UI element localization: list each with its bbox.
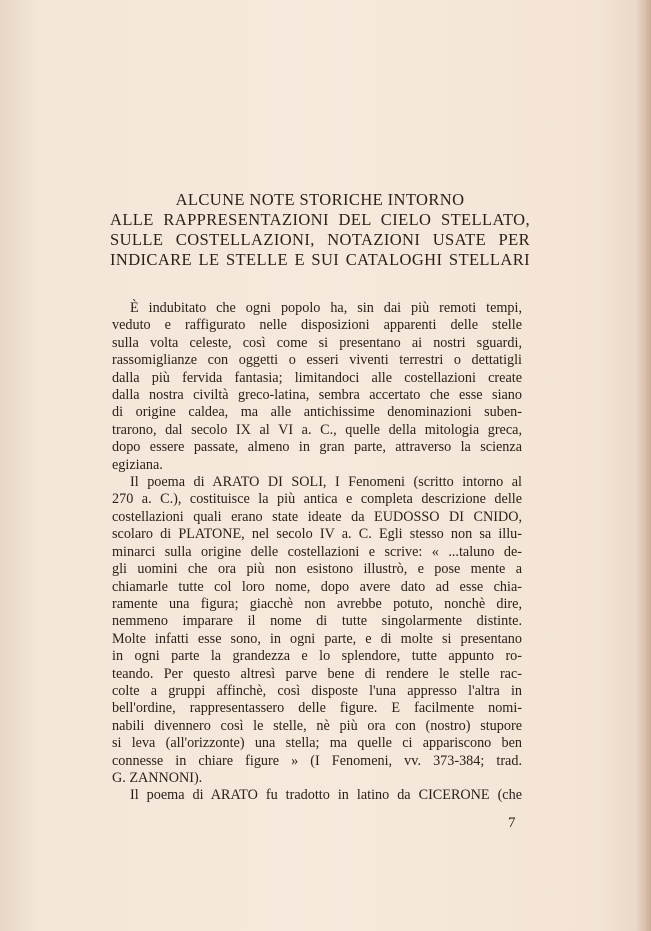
body-line: colte a gruppi affinchè, così disposte l'una appresso l'altra in — [112, 682, 522, 699]
body-line: bell'ordine, rappresentassero delle figure. E facilmente nomi- — [112, 700, 522, 717]
title-line-2: ALLE RAPPRESENTAZIONI DEL CIELO STELLATO, — [110, 210, 530, 229]
title-line-4: INDICARE LE STELLE E SUI CATALOGHI STELLARI — [110, 250, 530, 269]
body-line: ramente una figura; giacchè non avrebbe potuto, nonchè dire, — [112, 595, 522, 612]
body-line: dalla nostra civiltà greco-latina, sembra accertato che esse siano — [112, 387, 522, 404]
body-line: trarono, dal secolo IX al VI a. C., quelle della mitologia greca, — [112, 421, 522, 438]
body-text — [112, 300, 522, 805]
body-line: dalla più fervida fantasia; limitandoci alle costellazioni create — [112, 369, 522, 386]
body-line: Il poema di ARATO DI SOLI, I Fenomeni (scritto intorno al — [130, 474, 522, 491]
body-line: teando. Per questo altresì parve bene di rendere le stelle rac- — [112, 665, 522, 682]
body-line: sulla volta celeste, così come si presentano ai nostri sguardi, — [112, 334, 522, 351]
body-line: G. ZANNONI). — [112, 769, 203, 786]
body-line: Il poema di ARATO fu tradotto in latino da CICERONE (che — [130, 787, 522, 804]
body-line: nemmeno imparare il nome di tutte singolarmente distinte. — [112, 613, 522, 630]
chapter-title — [110, 190, 530, 270]
page-binding-edge — [637, 0, 651, 931]
body-line: gli uomini che ora più non esistono illustrò, e pose mente a — [112, 561, 522, 578]
body-line: rassomiglianze con oggetti o esseri viventi terrestri o dettatigli — [112, 352, 522, 369]
body-line: È indubitato che ogni popolo ha, sin dai più remoti tempi, — [130, 300, 522, 316]
body-line: connesse in chiare figure » (I Fenomeni, vv. 373-384; trad. — [112, 752, 522, 769]
body-line: chiamarle tutte col loro nome, dopo avere dato ad esse chia- — [112, 578, 522, 595]
body-line: scolaro di PLATONE, nel secolo IV a. C. Egli stesso non sa illu- — [112, 526, 522, 543]
body-line: veduto e raffigurato nelle disposizioni apparenti delle stelle — [112, 317, 522, 334]
page-number: 7 — [508, 815, 516, 831]
body-line: costellazioni quali erano state ideate da EUDOSSO DI CNIDO, — [112, 508, 522, 525]
body-line: in ogni parte la grandezza e lo splendore, tutte appunto ro- — [112, 648, 522, 665]
title-line-1: ALCUNE NOTE STORICHE INTORNO — [175, 190, 465, 209]
body-line: egiziana. — [112, 456, 163, 473]
body-line: minarci sulla origine delle costellazioni e scrive: « ...taluno de- — [112, 543, 522, 560]
body-line: di origine caldea, ma alle antichissime denominazioni suben- — [112, 404, 522, 421]
body-line: Molte infatti esse sono, in ogni parte, e di molte si presentano — [112, 630, 522, 647]
body-line: si leva (all'orizzonte) una stella; ma quelle ci appariscono ben — [112, 735, 522, 752]
body-line: nabili divennero così le stelle, nè più ora con (nostro) stupore — [112, 717, 522, 734]
body-line: dopo essere passate, almeno in gran parte, attraverso la scienza — [112, 439, 522, 456]
title-line-3: SULLE COSTELLAZIONI, NOTAZIONI USATE PER — [110, 230, 530, 249]
body-line: 270 a. C.), costituisce la più antica e completa descrizione delle — [112, 491, 522, 508]
